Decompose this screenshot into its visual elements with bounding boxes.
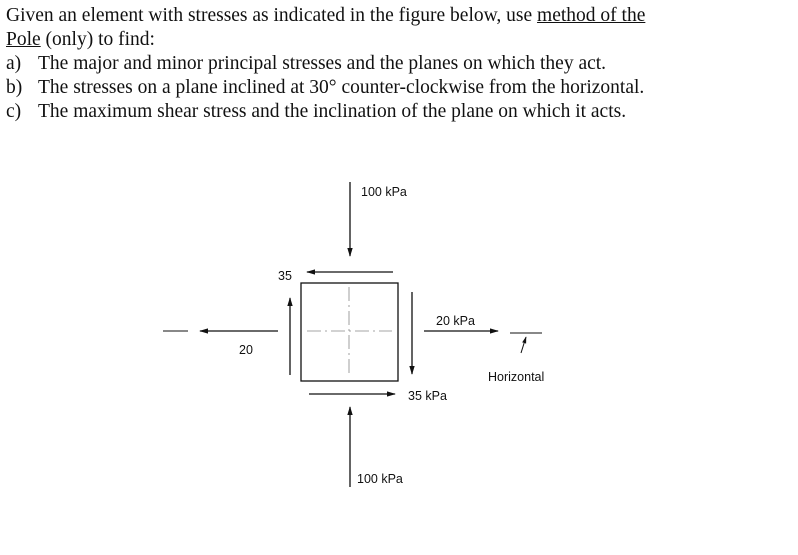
question-text: The major and minor principal stresses and the planes on which they act. xyxy=(38,53,607,74)
horizontal-pointer-arrow xyxy=(521,337,526,353)
method-link-cont: Pole xyxy=(6,29,41,50)
horizontal-label: Horizontal xyxy=(488,370,545,384)
top-shear-label: 35 xyxy=(278,269,292,283)
top-normal-label: 100 kPa xyxy=(361,185,407,199)
bottom-normal-label: 100 kPa xyxy=(357,472,403,486)
bottom-shear-label: 35 kPa xyxy=(408,389,447,403)
stress-element xyxy=(301,283,398,381)
question-marker: c) xyxy=(6,101,22,122)
method-link: method of the xyxy=(537,5,646,26)
question-marker: a) xyxy=(6,53,22,74)
intro-text: Given an element with stresses as indicated in the figure below, use xyxy=(6,5,533,26)
intro-text-cont: (only) to find: xyxy=(45,29,155,50)
left-normal-label: 20 xyxy=(239,343,253,357)
question-marker: b) xyxy=(6,77,23,98)
question-text: The stresses on a plane inclined at 30° counter-clockwise from the horizontal. xyxy=(38,77,645,98)
question-text: The maximum shear stress and the inclination of the plane on which it acts. xyxy=(38,101,627,122)
right-normal-label: 20 kPa xyxy=(436,314,475,328)
